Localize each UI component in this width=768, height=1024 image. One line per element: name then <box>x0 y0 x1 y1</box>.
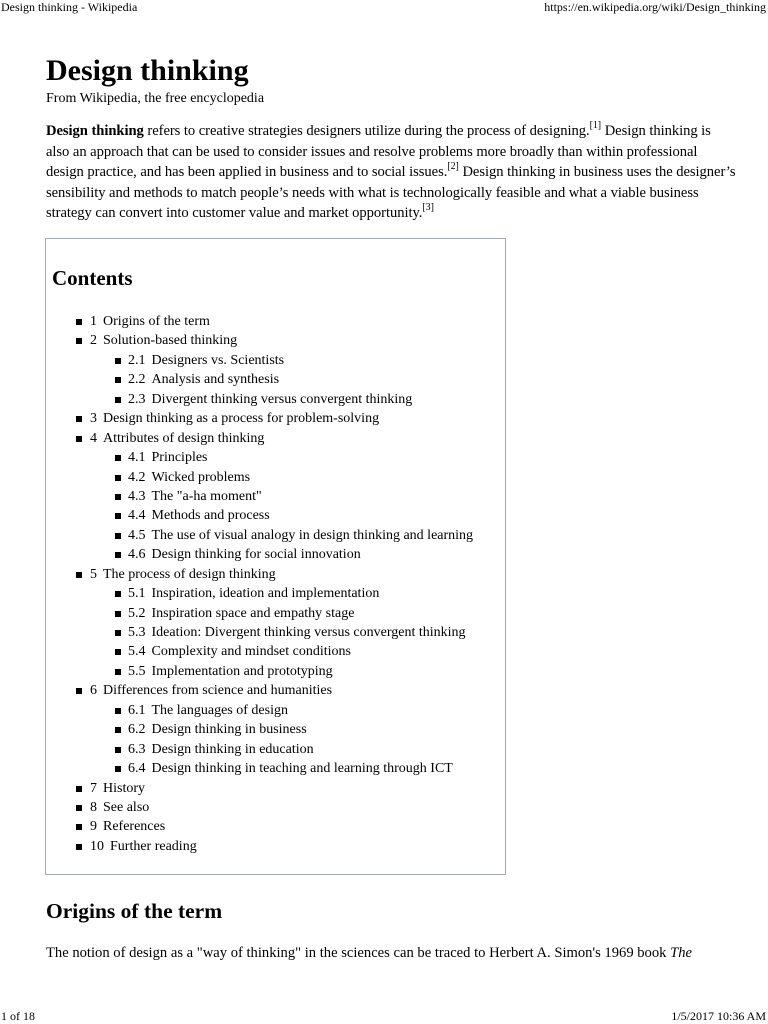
table-of-contents <box>45 238 506 875</box>
toc-item-number: 4 <box>90 430 97 446</box>
toc-item-number: 4.4 <box>128 508 146 524</box>
toc-item[interactable] <box>46 351 504 370</box>
bullet-icon <box>115 766 121 772</box>
toc-list <box>46 312 504 856</box>
toc-item-number: 10 <box>90 838 104 854</box>
toc-item-label: History <box>103 780 145 796</box>
toc-item-label: Further reading <box>110 838 197 854</box>
bullet-icon <box>76 319 82 325</box>
toc-item-number: 3 <box>90 411 97 427</box>
toc-item-number: 5.2 <box>128 605 146 621</box>
toc-item[interactable] <box>46 545 504 564</box>
toc-item-number: 6.4 <box>128 761 146 777</box>
toc-item-label: The process of design thinking <box>103 566 276 582</box>
bullet-icon <box>76 688 82 694</box>
toc-item-number: 5.4 <box>128 644 146 660</box>
toc-title: Contents <box>52 266 133 290</box>
bullet-icon <box>115 455 121 461</box>
toc-item[interactable] <box>46 468 504 487</box>
toc-item-label: Principles <box>151 450 208 466</box>
toc-item-label: References <box>103 819 166 835</box>
toc-item-number: 4.6 <box>128 547 146 563</box>
toc-item[interactable] <box>46 370 504 389</box>
toc-item-label: Origins of the term <box>103 314 210 329</box>
section-heading-origins: Origins of the term <box>46 899 223 923</box>
bullet-icon <box>115 727 121 733</box>
toc-item[interactable] <box>46 604 504 623</box>
section-text-start: The notion of design as a "way of thinking" in the sciences can be traced to Herbert A. Simon's 1969 book <box>46 945 671 961</box>
toc-item-label: Designers vs. Scientists <box>151 352 285 368</box>
bullet-icon <box>76 416 82 422</box>
toc-item-number: 2.3 <box>128 391 146 407</box>
toc-item-label: Differences from science and humanities <box>103 683 333 699</box>
toc-item-label: Solution-based thinking <box>103 333 238 349</box>
bullet-icon <box>115 358 121 364</box>
toc-item[interactable] <box>46 526 504 545</box>
print-header-url: https://en.wikipedia.org/wiki/Design_thinking <box>544 0 766 14</box>
toc-item[interactable] <box>46 720 504 739</box>
intro-bold-term: Design thinking <box>46 123 144 139</box>
reference-link-2[interactable]: [2] <box>447 161 459 173</box>
reference-link-1[interactable]: [1] <box>589 120 602 132</box>
toc-item-label: Design thinking in business <box>151 722 307 738</box>
toc-item-number: 1 <box>90 314 97 329</box>
bullet-icon <box>76 805 82 811</box>
toc-item[interactable] <box>46 506 504 525</box>
toc-item-number: 5.1 <box>128 586 146 602</box>
toc-item[interactable] <box>46 837 504 856</box>
toc-item-label: Inspiration, ideation and implementation <box>151 586 380 602</box>
toc-item-label: Inspiration space and empathy stage <box>151 605 355 621</box>
intro-text-part-2: Design thinking is also an approach that can be used to consider issues and resolve problems more broadly than within professional design practice, and has been applied in business and to social issues. <box>46 123 711 180</box>
toc-item-label: Divergent thinking versus convergent thinking <box>151 391 413 407</box>
toc-item-label: Implementation and prototyping <box>151 663 333 679</box>
toc-item[interactable] <box>46 390 504 409</box>
toc-item-number: 6.3 <box>128 741 146 757</box>
bullet-icon <box>115 494 121 500</box>
toc-item[interactable] <box>46 448 504 467</box>
toc-item[interactable] <box>46 798 504 817</box>
intro-text-part-1: refers to creative strategies designers utilize during the process of designing. <box>143 123 590 139</box>
toc-item-label: The languages of design <box>151 702 288 718</box>
page-title: Design thinking <box>46 54 249 87</box>
bullet-icon <box>76 338 82 344</box>
toc-item-number: 5 <box>90 566 97 582</box>
bullet-icon <box>76 824 82 830</box>
toc-item[interactable] <box>46 642 504 661</box>
toc-item-number: 6.2 <box>128 722 146 738</box>
toc-item[interactable] <box>46 759 504 778</box>
print-footer-page-indicator: 1 of 18 <box>1 1009 35 1023</box>
toc-item-label: Design thinking as a process for problem-solving <box>103 411 380 427</box>
toc-item[interactable] <box>46 331 504 350</box>
bullet-icon <box>115 708 121 714</box>
toc-item[interactable] <box>46 312 504 331</box>
bullet-icon <box>76 786 82 792</box>
toc-item-number: 7 <box>90 780 97 796</box>
toc-item-label: Wicked problems <box>151 469 251 485</box>
reference-link-3[interactable]: [3] <box>422 202 434 214</box>
toc-item[interactable] <box>46 409 504 428</box>
toc-item-label: Attributes of design thinking <box>103 430 265 446</box>
toc-item-number: 6 <box>90 683 97 699</box>
toc-item-number: 9 <box>90 819 97 835</box>
bullet-icon <box>115 397 121 403</box>
toc-item[interactable] <box>46 817 504 836</box>
section-text-italic: The <box>670 945 692 961</box>
toc-item[interactable] <box>46 429 504 448</box>
intro-text-part-3: Design thinking in business uses the designer’s sensibility and methods to match people’s needs with what is technologically feasible and what a viable business strategy can convert into customer value and market opportunity. <box>46 164 736 221</box>
toc-item-number: 2.2 <box>128 372 146 388</box>
toc-item-number: 4.3 <box>128 488 146 504</box>
bullet-icon <box>115 475 121 481</box>
bullet-icon <box>115 649 121 655</box>
print-header-page-title: Design thinking - Wikipedia <box>1 0 138 14</box>
toc-item-number: 6.1 <box>128 702 146 718</box>
toc-item-number: 4.1 <box>128 450 146 466</box>
toc-item-label: Ideation: Divergent thinking versus convergent thinking <box>151 625 466 640</box>
toc-item-label: Design thinking in teaching and learning through ICT <box>151 761 453 777</box>
bullet-icon <box>115 591 121 597</box>
bullet-icon <box>115 552 121 558</box>
bullet-icon <box>115 630 121 636</box>
print-footer-timestamp: 1/5/2017 10:36 AM <box>671 1009 766 1023</box>
bullet-icon <box>76 572 82 578</box>
toc-item[interactable] <box>46 584 504 603</box>
toc-item-label: Methods and process <box>151 508 270 524</box>
toc-item-label: The use of visual analogy in design thinking and learning <box>151 527 474 543</box>
toc-item[interactable] <box>46 681 504 700</box>
bullet-icon <box>115 377 121 383</box>
toc-item-number: 4.2 <box>128 469 146 485</box>
toc-item-label: See also <box>103 799 150 815</box>
toc-item[interactable] <box>46 779 504 798</box>
bullet-icon <box>115 747 121 753</box>
toc-item-number: 8 <box>90 799 97 815</box>
intro-paragraph <box>46 121 736 224</box>
toc-item[interactable] <box>46 487 504 506</box>
toc-item-label: Complexity and mindset conditions <box>151 644 351 660</box>
bullet-icon <box>115 533 121 539</box>
toc-item[interactable] <box>46 662 504 681</box>
bullet-icon <box>76 436 82 442</box>
site-tagline: From Wikipedia, the free encyclopedia <box>46 91 265 106</box>
bullet-icon <box>115 669 121 675</box>
toc-item-number: 5.5 <box>128 663 146 679</box>
toc-item-label: Design thinking for social innovation <box>151 547 361 563</box>
toc-item[interactable] <box>46 623 504 642</box>
toc-item-number: 2 <box>90 333 97 349</box>
toc-item-label: The "a-ha moment" <box>151 488 262 504</box>
toc-item[interactable] <box>46 701 504 720</box>
toc-item-number: 4.5 <box>128 527 146 543</box>
bullet-icon <box>115 513 121 519</box>
toc-item[interactable] <box>46 740 504 759</box>
section-body-text <box>46 943 726 963</box>
bullet-icon <box>115 611 121 617</box>
toc-item-number: 5.3 <box>128 625 146 640</box>
toc-item[interactable] <box>46 565 504 584</box>
toc-item-label: Analysis and synthesis <box>151 372 280 388</box>
bullet-icon <box>76 844 82 850</box>
toc-item-number: 2.1 <box>128 352 146 368</box>
toc-item-label: Design thinking in education <box>151 741 314 757</box>
